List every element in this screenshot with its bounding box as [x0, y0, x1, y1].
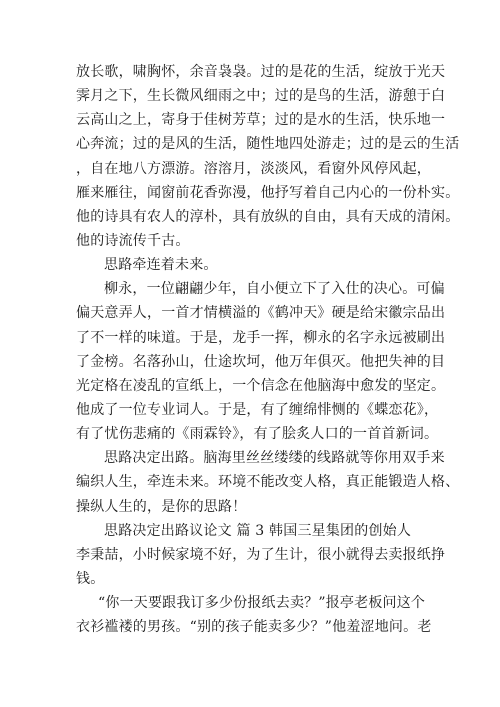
text-line: 偏天意弄人，一首才情横溢的《鹤冲天》硬是给宋徽宗品出	[76, 305, 446, 322]
text-line: 放长歌，啸胸怀，余音袅袅。过的是花的生活，绽放于光天	[76, 64, 446, 80]
text-line: 云高山之上，寄身于佳树芳草；过的是水的生活，快乐地一	[76, 112, 446, 129]
text-line: 衣衫褴褛的男孩。“别的孩子能卖多少？”他羞涩地问。老	[76, 619, 432, 636]
text-line: 光定格在凌乱的宣纸上，一个信念在他脑海中愈发的坚定。	[76, 377, 446, 394]
text-line: 操纵人生的，是你的思路！	[76, 498, 247, 515]
text-line: 思路决定出路议论文 篇 3 韩国三星集团的创始人	[104, 522, 412, 539]
text-line: 他的诗具有农人的淳朴，具有放纵的自由，具有天成的清闲。	[76, 208, 460, 225]
essay-body	[76, 60, 460, 639]
text-line: 雁来雁往，闻窗前花香弥漫，他抒写着自己内心的一份朴实。	[76, 184, 460, 201]
text-line: ，自在地八方漂游。溶溶月，淡淡风，看窗外风停风起，	[76, 160, 431, 177]
text-line: 心奔流；过的是风的生活，随性地四处游走；过的是云的生活	[76, 136, 460, 153]
text-line: 编织人生，牵连未来。环境不能改变人格，真正能锻造人格、	[76, 474, 460, 491]
text-line: 钱。	[76, 570, 105, 587]
text-line: 他成了一位专业词人。于是，有了缠绵悱恻的《蝶恋花》，	[76, 401, 439, 418]
text-line: 霁月之下，生长微风细雨之中；过的是鸟的生活，游憩于白	[76, 88, 446, 105]
text-line: 他的诗流传千古。	[76, 232, 190, 249]
text-line: 了不一样的味道。于是，龙手一挥，柳永的名字永远被刷出	[76, 329, 446, 346]
text-line: 有了忧伤悲痛的《雨霖铃》，有了脍炙人口的一首首新词。	[76, 426, 439, 443]
text-line: 思路决定出路。脑海里丝丝缕缕的线路就等你用双手来	[104, 450, 445, 467]
text-line: 了金榜。名落孙山，仕途坎坷，他万年俱灭。他把失神的目	[76, 353, 446, 370]
text-line: 柳永，一位翩翩少年，自小便立下了入仕的决心。可偏	[104, 281, 445, 298]
text-line: 思路牵连着未来。	[104, 257, 218, 274]
text-line: “你一天要跟我订多少份报纸去卖？”报亭老板问这个	[98, 595, 426, 612]
text-line: 李秉喆，小时候家境不好，为了生计，很小就得去卖报纸挣	[76, 546, 446, 563]
